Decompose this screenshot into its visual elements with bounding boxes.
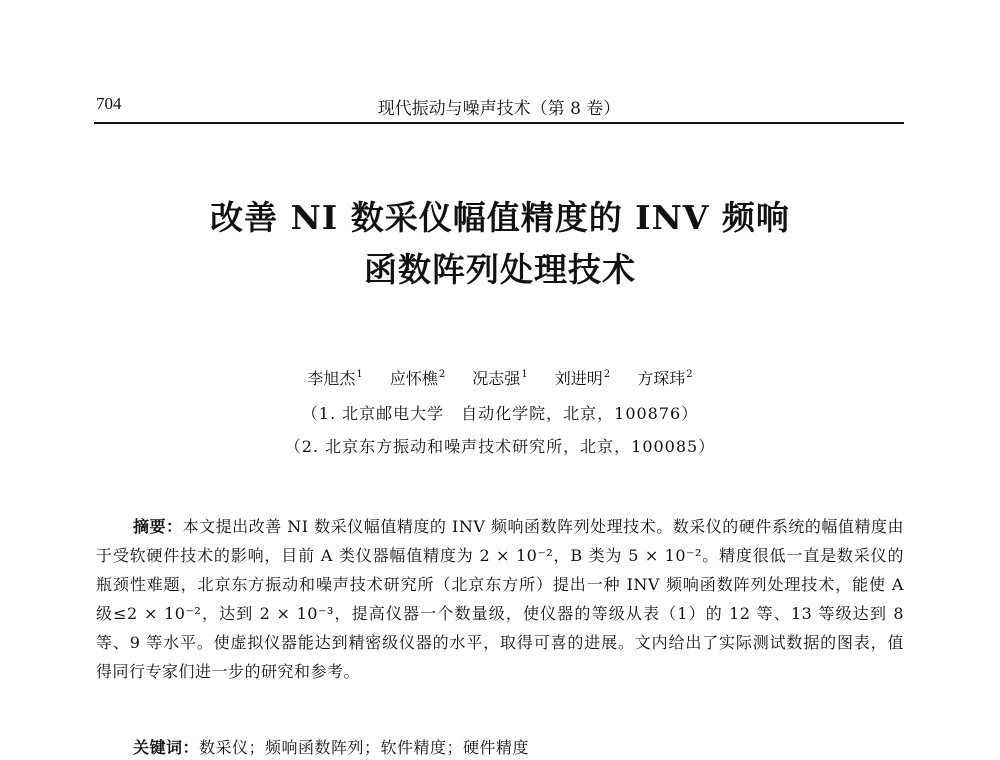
author-name: 刘进明 xyxy=(554,369,603,388)
author-list xyxy=(100,366,900,389)
keywords-label: 关键词： xyxy=(133,738,200,757)
author-affiliation-mark: 1 xyxy=(356,369,363,380)
author-4 xyxy=(555,366,610,389)
author-name: 方琛玮 xyxy=(637,369,686,388)
abstract-label: 摘要： xyxy=(133,517,183,536)
author-affiliation-mark: 2 xyxy=(603,369,611,380)
paper-title-line-1: 改善 NI 数采仪幅值精度的 INV 频响 xyxy=(210,198,790,237)
journal-title: 现代振动与噪声技术（第 8 卷） xyxy=(377,99,621,119)
abstract-text: 本文提出改善 NI 数采仪幅值精度的 INV 频响函数阵列处理技术。数采仪的硬件系统的幅值精度由于受软硬件技术的影响，目前 A 类仪器幅值精度为 2 × 10⁻²，B 类为 5 × 10⁻²。精度很低一直是数采仪的瓶颈性难题，北京东方振动和噪声技术研究所（北京东方所）提出一种 INV 频响函数阵列处理技术，能使 A 级≤2 × 10⁻²，达到 2 × 10⁻³，提高仪器一个数量级，使仪器的等级从表（1）的 12 等、13 等级达到 8 等、9 等水平。使虚拟仪器能达到精密级仪器的水平，取得可喜的进展。文内给出了实际测试数据的图表，值得同行专家们进一步的研究和参考。 xyxy=(96,517,904,681)
keywords xyxy=(133,736,893,760)
author-1 xyxy=(307,366,362,389)
keywords-text: 数采仪；频响函数阵列；软件精度；硬件精度 xyxy=(199,738,530,757)
author-name: 况志强 xyxy=(472,369,521,388)
author-affiliation-mark: 1 xyxy=(521,369,528,380)
author-2 xyxy=(390,366,445,389)
author-name: 李旭杰 xyxy=(307,369,356,388)
author-5 xyxy=(637,366,692,389)
running-header xyxy=(94,92,904,124)
author-affiliation-mark: 2 xyxy=(438,369,446,380)
author-3 xyxy=(472,366,527,389)
paper-title-line-2: 函数阵列处理技术 xyxy=(364,250,636,289)
affiliation-1: （1. 北京邮电大学 自动化学院，北京，100876） xyxy=(301,404,699,423)
affiliation-2: （2. 北京东方振动和噪声技术研究所，北京，100085） xyxy=(284,437,716,456)
abstract xyxy=(96,512,904,686)
author-name: 应怀樵 xyxy=(389,369,438,388)
page-number: 704 xyxy=(96,94,122,113)
author-affiliation-mark: 2 xyxy=(686,369,693,380)
